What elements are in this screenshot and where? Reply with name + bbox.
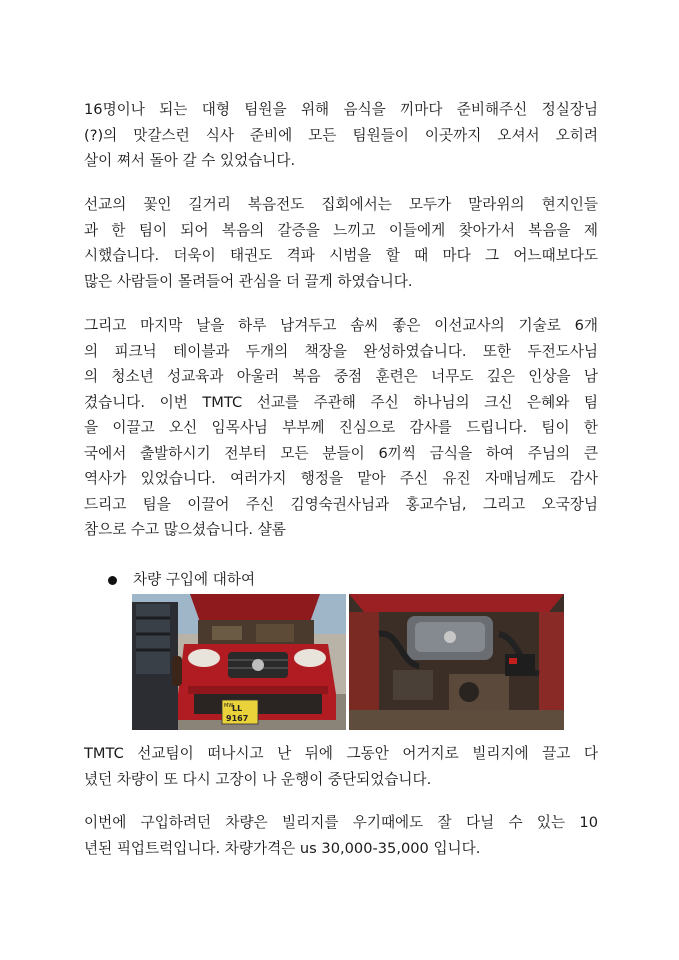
car-front-photo	[132, 594, 346, 730]
text-line: TMTC 선교팀이 떠나시고 난 뒤에 그동안 어거지로 빌리지에 끌고 다	[84, 745, 598, 762]
text-line: 의 피크닉 테이블과 두개의 책장을 완성하였습니다. 또한 두전도사님	[84, 342, 598, 360]
text-line: 참으로 수고 많으셨습니다. 샬롬	[84, 521, 286, 538]
plate-side-text: MW	[224, 703, 234, 709]
text-line: 을 이끌고 오신 임목사님 부부께 진심으로 감사를 드립니다. 팀이 한	[84, 419, 598, 436]
text-line: 드리고 팀을 이끌어 주신 김영숙권사님과 홍교수님, 그리고 오국장님	[84, 495, 598, 513]
text-line: 국에서 출발하시기 전부터 모든 분들이 6끼씩 금식을 하여 주님의 큰	[84, 444, 598, 462]
plate-top-text: LL	[232, 704, 243, 713]
text-line: 겼습니다. 이번 TMTC 선교를 주관해 주신 하나님의 크신 은혜와 팀	[84, 393, 598, 411]
text-line: 역사가 있었습니다. 여러가지 행정을 맡아 주신 유진 자매님께도 감사	[84, 470, 598, 487]
bullet-dot-icon	[108, 576, 117, 585]
text-line: 선교의 꽃인 길거리 복음전도 집회에서는 모두가 말라위의 현지인들	[84, 196, 598, 213]
text-line: 시했습니다. 더욱이 태권도 격파 시범을 할 때 마다 그 어느때보다도	[84, 247, 598, 264]
paragraph-4	[84, 741, 598, 792]
text-line: 16명이나 되는 대형 팀원을 위해 음식을 끼마다 준비해주신 정실장님	[84, 101, 598, 118]
paragraph-2	[84, 192, 598, 294]
text-line: 이번에 구입하려던 차량은 빌리지를 우기때에도 잘 다닐 수 있는 10	[84, 814, 598, 831]
paragraph-3	[84, 313, 598, 543]
bullet-text: 차량 구입에 대하여	[133, 571, 256, 588]
text-line: 년된 픽업트럭입니다. 차량가격은 us 30,000-35,000 입니다.	[84, 839, 481, 857]
text-line: 그리고 마지막 날을 하루 남겨두고 솜씨 좋은 이선교사의 기술로 6개	[84, 317, 598, 334]
text-line: 녔던 차량이 또 다시 고장이 나 운행이 중단되었습니다.	[84, 770, 432, 788]
text-line: 의 청소년 성교육과 아울러 복음 중점 훈련은 너무도 깊은 인상을 남	[84, 368, 598, 385]
plate-bottom-text: 9167	[226, 714, 249, 723]
text-line: 과 한 팀이 되어 복음의 갈증을 느끼고 이들에게 찾아가서 복음을 제	[84, 221, 598, 239]
bullet-item-vehicle	[108, 569, 255, 591]
paragraph-5	[84, 810, 598, 861]
paragraph-1	[84, 97, 598, 174]
engine-bay-image	[349, 594, 564, 730]
text-line: 살이 쪄서 돌아 갈 수 있었습니다.	[84, 152, 296, 169]
engine-bay-photo	[349, 594, 564, 730]
car-front-image	[132, 594, 346, 730]
text-line: 많은 사람들이 몰려들어 관심을 더 끌게 하였습니다.	[84, 272, 413, 290]
text-line: (?)의 맛갈스런 식사 준비에 모든 팀원들이 이곳까지 오셔서 오히려	[84, 126, 598, 144]
